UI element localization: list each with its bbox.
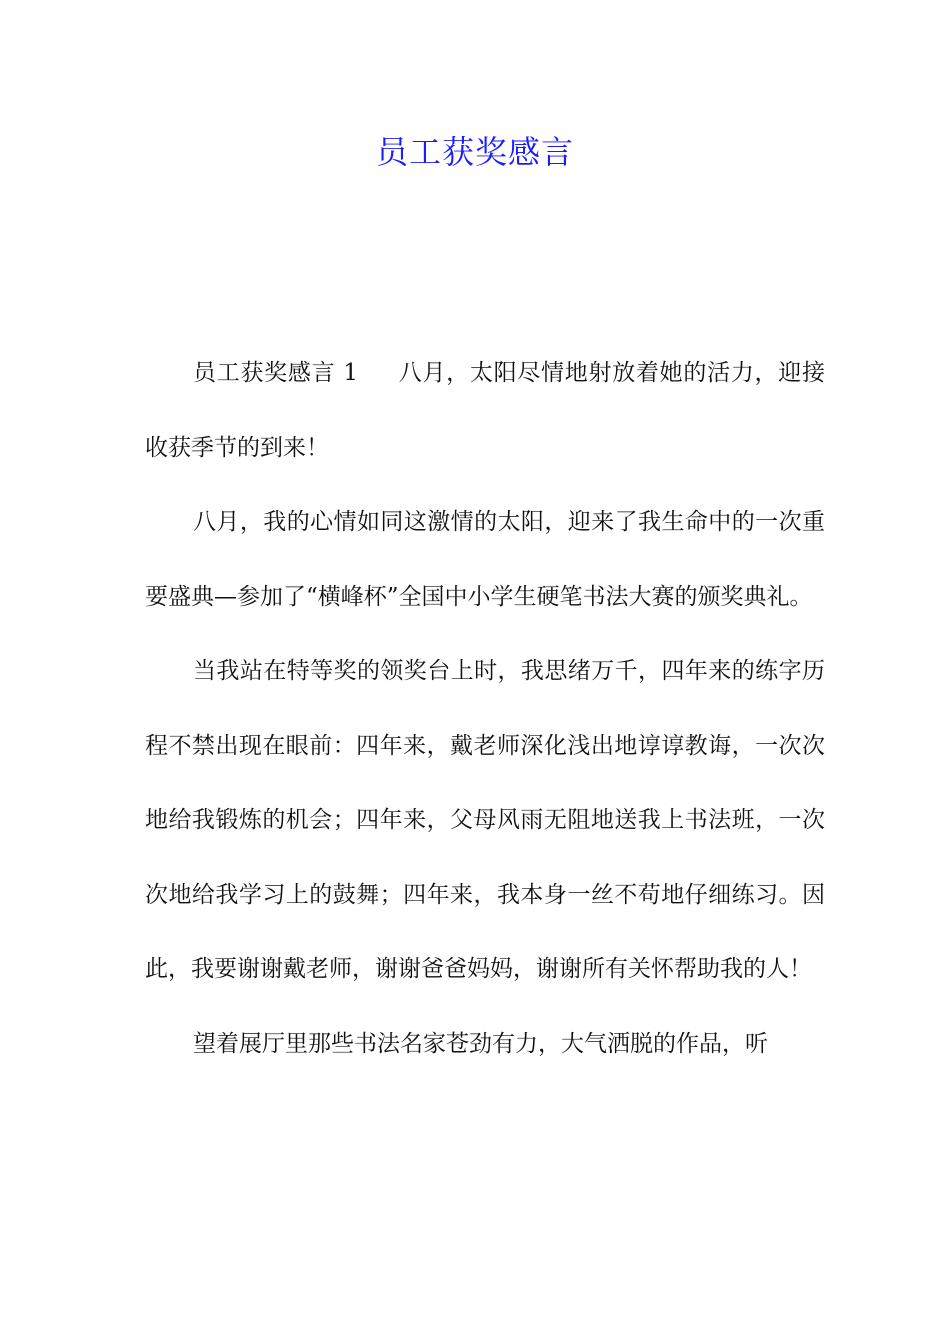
paragraph-text: 当我站在特等奖的领奖台上时，我思绪万千，四年来的练字历程不禁出现在眼前：四年来，戴老师深化浅出地谆谆教诲，一次次地给我锻炼的机会；四年来，父母风雨无阻地送我上书法班，一次次地给我学习上的鼓舞；四年来，我本身一丝不苟地仔细练习。因此，我要谢谢戴老师，谢谢爸爸妈妈，谢谢所有关怀帮助我的人！ [145,658,825,982]
paragraph-1 [145,336,825,485]
paragraph-4 [145,1007,825,1082]
paragraph-3 [145,634,825,1007]
paragraph-text: 八月，我的心情如同这激情的太阳，迎来了我生命中的一次重要盛典—参加了“横峰杯”全国中小学生硬笔书法大赛的颁奖典礼。 [145,509,825,610]
paragraph-text: 八月，太阳尽情地射放着她的活力，迎接收获季节的到来！ [145,360,825,461]
paragraph-lead: 员工获奖感言 1 [193,360,358,386]
document-title: 员工获奖感言 [375,133,574,171]
document-body [145,336,825,1081]
paragraph-text: 望着展厅里那些书法名家苍劲有力，大气洒脱的作品，听 [193,1030,768,1057]
paragraph-2 [145,485,825,634]
